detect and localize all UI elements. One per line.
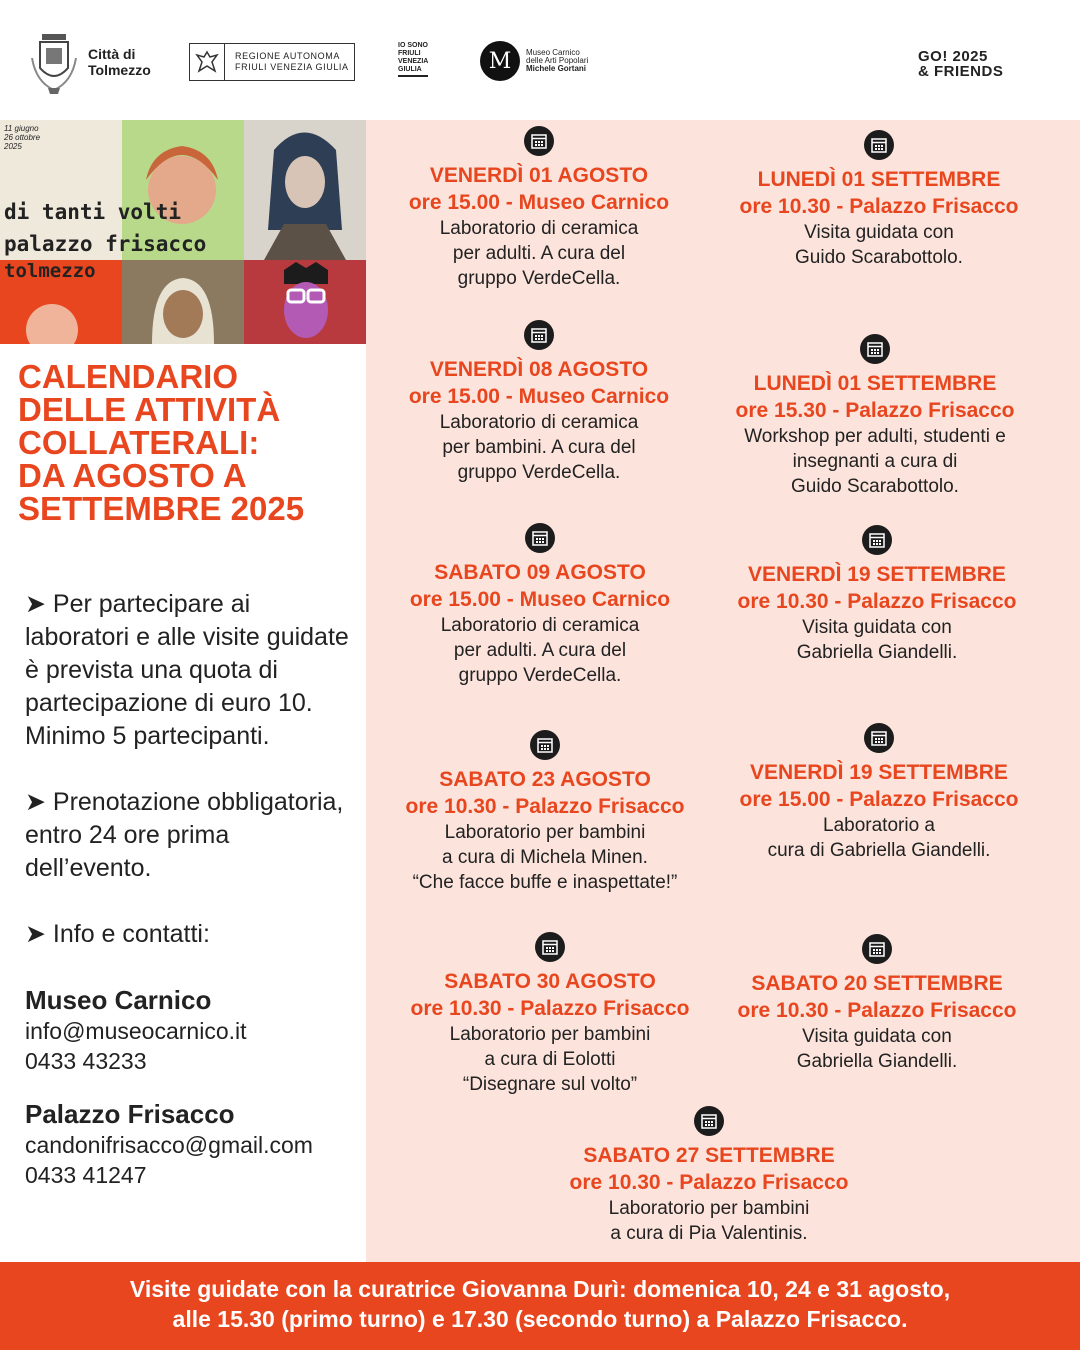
footer-line2: alle 15.30 (primo turno) e 17.30 (secondo turno) a Palazzo Frisacco. <box>172 1306 908 1332</box>
region-logo-line2: FRIULI VENEZIA GIULIA <box>235 62 349 72</box>
crest-icon <box>28 28 80 96</box>
event-time: ore 10.30 - Palazzo Frisacco <box>737 999 1017 1022</box>
fvg-logo <box>398 42 428 77</box>
event-desc: Gabriella Giandelli. <box>796 1051 958 1072</box>
calendar-icon <box>535 932 565 962</box>
museo-logo <box>480 41 588 81</box>
event-desc: Guido Scarabottolo. <box>795 247 963 268</box>
event-time: ore 10.30 - Palazzo Frisacco <box>405 795 685 818</box>
event-time: ore 15.00 - Museo Carnico <box>408 191 670 214</box>
page-title-line: CALENDARIO <box>18 358 238 395</box>
event-date: LUNEDÌ 01 SETTEMBRE <box>753 372 997 395</box>
event-time: ore 15.00 - Museo Carnico <box>409 588 671 611</box>
page-title-line: SETTEMBRE 2025 <box>18 490 305 527</box>
calendar-icon <box>862 934 892 964</box>
event-desc: “Che facce buffe e inaspettate!” <box>412 872 678 893</box>
event-desc: Visita guidata con <box>804 222 954 243</box>
event-date: VENERDÌ 19 SETTEMBRE <box>748 563 1006 586</box>
event-card <box>385 730 705 895</box>
event-time: ore 10.30 - Palazzo Frisacco <box>739 195 1019 218</box>
contact-frisacco-phone[interactable]: 0433 41247 <box>25 1162 147 1188</box>
event-desc: Laboratorio di ceramica <box>439 412 639 433</box>
calendar-icon <box>862 525 892 555</box>
event-desc: “Disegnare sul volto” <box>462 1074 638 1095</box>
event-card <box>724 130 1034 270</box>
museo-logo-line2: delle Arti Popolari <box>526 56 589 65</box>
event-date: SABATO 20 SETTEMBRE <box>751 972 1003 995</box>
museo-logo-line3: Michele Gortani <box>526 64 587 73</box>
page-title-line: COLLATERALI: <box>18 424 260 461</box>
portrait-headscarf <box>122 260 244 344</box>
event-desc: Laboratorio di ceramica <box>440 615 640 636</box>
event-card <box>724 723 1034 863</box>
info-booking: ➤ Prenotazione obbligatoria, entro 24 ore prima dell’evento. <box>25 788 344 882</box>
event-desc: Gabriella Giandelli. <box>796 642 958 663</box>
calendar-icon <box>530 730 560 760</box>
event-desc: gruppo VerdeCella. <box>457 462 621 483</box>
fvg-logo-line: FRIULI <box>398 50 421 57</box>
event-card <box>722 934 1032 1074</box>
fvg-logo-line: IO SONO <box>398 42 428 49</box>
event-desc: Laboratorio per bambini <box>444 822 646 843</box>
contact-museo-phone[interactable]: 0433 43233 <box>25 1048 147 1074</box>
event-card <box>722 525 1032 665</box>
header-logos <box>0 0 1080 120</box>
calendar-icon <box>694 1106 724 1136</box>
event-date: SABATO 27 SETTEMBRE <box>583 1144 835 1167</box>
calendar-icon <box>864 723 894 753</box>
calendar-icon <box>864 130 894 160</box>
event-desc: gruppo VerdeCella. <box>457 268 621 289</box>
page-title-line: DELLE ATTIVITÀ <box>18 391 281 428</box>
go-logo-line1: GO! 2025 <box>918 48 988 65</box>
event-desc: Laboratorio per bambini <box>449 1024 651 1045</box>
event-card <box>395 932 705 1097</box>
city-logo-line2: Tolmezzo <box>88 62 151 78</box>
artwork-title-line1: di tanti volti <box>4 200 182 224</box>
artwork-date-line: 11 giugno <box>4 124 39 133</box>
city-logo <box>28 28 151 96</box>
event-card <box>390 523 690 688</box>
event-card <box>554 1106 864 1246</box>
info-fee: ➤ Per partecipare ai laboratori e alle visite guidate è prevista una quota di partecipazione di euro 10. Minimo 5 partecipanti. <box>25 590 349 750</box>
artwork-title-line3: tolmezzo <box>4 260 96 282</box>
calendar-icon <box>524 126 554 156</box>
event-desc: Visita guidata con <box>802 617 952 638</box>
artwork-title-line2: palazzo frisacco <box>4 232 207 256</box>
event-card <box>389 126 689 291</box>
event-desc: gruppo VerdeCella. <box>458 665 622 686</box>
fvg-logo-line: GIULIA <box>398 66 422 73</box>
event-time: ore 15.00 - Museo Carnico <box>408 385 670 408</box>
event-desc: Workshop per adulti, studenti e <box>744 426 1006 447</box>
fvg-logo-line: VENEZIA <box>398 58 429 65</box>
contact-frisacco-email[interactable]: candonifrisacco@gmail.com <box>25 1132 313 1158</box>
contact-museo-name: Museo Carnico <box>25 985 212 1015</box>
eagle-icon <box>190 44 225 80</box>
exhibition-artwork <box>0 120 366 344</box>
event-date: SABATO 23 AGOSTO <box>439 768 651 791</box>
contact-museo-email[interactable]: info@museocarnico.it <box>25 1018 247 1044</box>
go-logo-line2: & FRIENDS <box>918 63 1004 80</box>
portrait-purple <box>244 260 366 344</box>
event-desc: Laboratorio a <box>823 815 935 836</box>
event-date: VENERDÌ 19 SETTEMBRE <box>750 761 1008 784</box>
event-desc: a cura di Pia Valentinis. <box>610 1223 808 1244</box>
event-time: ore 10.30 - Palazzo Frisacco <box>737 590 1017 613</box>
event-time: ore 15.30 - Palazzo Frisacco <box>735 399 1015 422</box>
event-date: SABATO 09 AGOSTO <box>434 561 646 584</box>
region-logo-line1: REGIONE AUTONOMA <box>235 51 340 61</box>
event-desc: per adulti. A cura del <box>452 243 626 264</box>
event-date: SABATO 30 AGOSTO <box>444 970 656 993</box>
go-2025-logo <box>918 49 1003 79</box>
museo-mark-icon: M <box>480 41 520 81</box>
event-desc: per adulti. A cura del <box>453 640 627 661</box>
event-desc: per bambini. A cura del <box>442 437 636 458</box>
event-time: ore 15.00 - Palazzo Frisacco <box>739 788 1019 811</box>
event-date: VENERDÌ 01 AGOSTO <box>429 164 649 187</box>
event-date: VENERDÌ 08 AGOSTO <box>429 358 649 381</box>
artwork-date-line: 26 ottobre <box>4 133 41 142</box>
calendar-icon <box>860 334 890 364</box>
page-title <box>18 360 358 525</box>
event-desc: a cura di Michela Minen. <box>442 847 648 868</box>
event-desc: Laboratorio di ceramica <box>439 218 639 239</box>
info-section <box>25 588 360 1190</box>
event-desc: a cura di Eolotti <box>484 1049 616 1070</box>
calendar-icon <box>524 320 554 350</box>
event-desc: Guido Scarabottolo. <box>791 476 959 497</box>
info-contacts-heading: ➤ Info e contatti: <box>25 920 210 948</box>
event-card <box>389 320 689 485</box>
event-desc: Laboratorio per bambini <box>608 1198 810 1219</box>
footer-line1: Visite guidate con la curatrice Giovanna Durì: domenica 10, 24 e 31 agosto, <box>129 1276 951 1302</box>
event-date: LUNEDÌ 01 SETTEMBRE <box>757 168 1001 191</box>
event-desc: insegnanti a cura di <box>792 451 958 472</box>
event-time: ore 10.30 - Palazzo Frisacco <box>569 1171 849 1194</box>
footer-banner <box>0 1262 1080 1350</box>
portrait-dark-hair <box>244 120 366 260</box>
contact-frisacco-name: Palazzo Frisacco <box>25 1099 235 1129</box>
city-logo-line1: Città di <box>88 46 136 62</box>
artwork-date-line: 2025 <box>4 142 22 151</box>
event-desc: Visita guidata con <box>802 1026 952 1047</box>
museo-logo-line1: Museo Carnico <box>526 48 580 57</box>
event-time: ore 10.30 - Palazzo Frisacco <box>410 997 690 1020</box>
event-desc: cura di Gabriella Giandelli. <box>767 840 991 861</box>
event-card <box>720 334 1030 499</box>
calendar-icon <box>525 523 555 553</box>
region-logo <box>189 43 355 81</box>
page-title-line: DA AGOSTO A <box>18 457 247 494</box>
